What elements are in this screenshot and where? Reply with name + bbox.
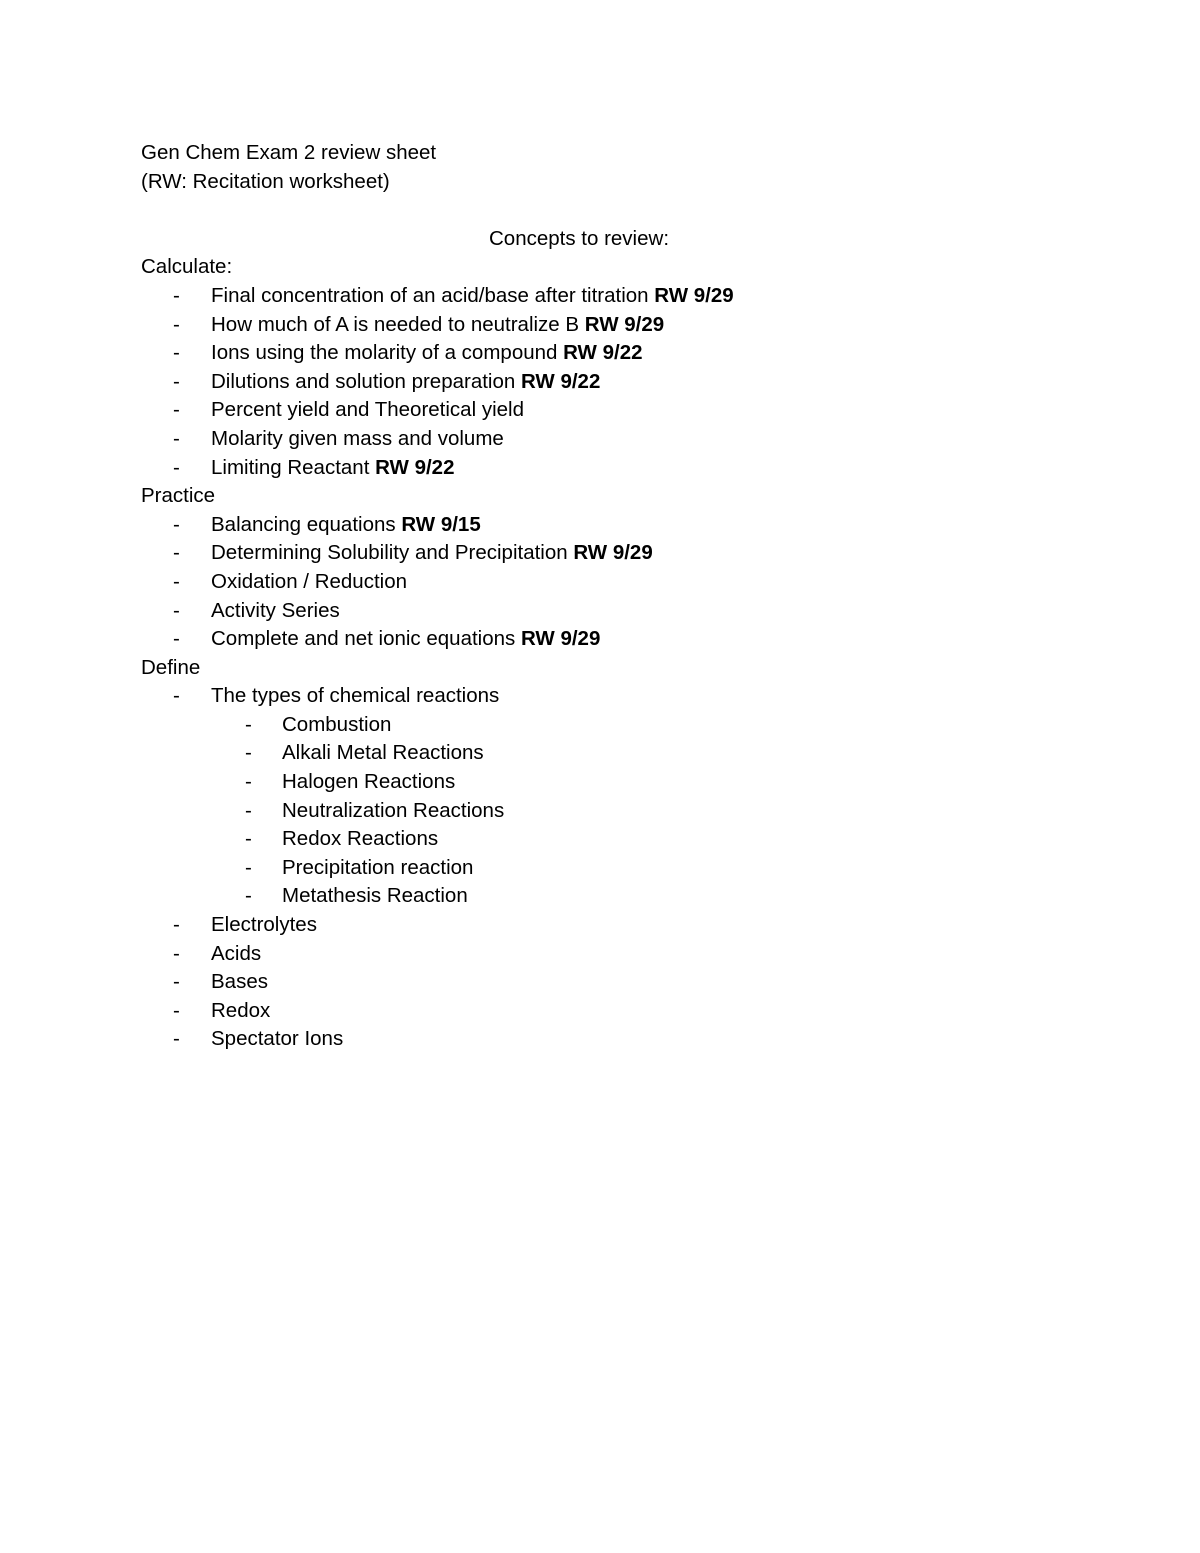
list-item-text: Ions using the molarity of a compound (211, 341, 564, 365)
list-item (141, 339, 1061, 368)
list-item (141, 625, 1061, 654)
bullet-dash: - (173, 312, 180, 336)
list-item-text-wrap (282, 739, 484, 768)
list-item-text-wrap (211, 454, 454, 483)
worksheet-reference: RW 9/22 (520, 369, 601, 393)
bullet-dash: - (173, 369, 180, 393)
list-item-text: Redox (211, 998, 271, 1022)
list-item-text-wrap (211, 396, 524, 425)
document-title: Gen Chem Exam 2 review sheet (141, 141, 437, 164)
list-item (141, 1025, 1061, 1054)
document-body (141, 139, 1061, 1054)
list-item (141, 454, 1061, 483)
list-item-text-wrap (211, 568, 407, 597)
list-item-text-wrap (211, 539, 653, 568)
list-item-text: Halogen Reactions (282, 770, 456, 794)
section-heading-practice: Practice (141, 484, 216, 508)
concepts-heading: Concepts to review: (488, 226, 670, 250)
list-item (141, 425, 1061, 454)
section-heading-calculate: Calculate: (141, 255, 233, 279)
bullet-dash: - (245, 827, 252, 851)
worksheet-reference: RW 9/29 (654, 283, 734, 307)
list-item (141, 396, 1061, 425)
bullet-dash: - (173, 998, 180, 1022)
bullet-dash: - (173, 398, 180, 422)
list-item-text: Neutralization Reactions (282, 798, 505, 822)
list-item-text-wrap (282, 825, 438, 854)
list-item-text: Determining Solubility and Precipitation (211, 541, 574, 565)
list-item-text: Precipitation reaction (282, 855, 474, 879)
bullet-dash: - (173, 941, 180, 965)
worksheet-reference: RW 9/29 (520, 627, 601, 651)
list-item-text: Redox Reactions (282, 827, 439, 851)
list-item (141, 511, 1061, 540)
bullet-dash: - (173, 598, 180, 622)
list-item-text: How much of A is needed to neutralize B (211, 312, 585, 336)
list-item-text-wrap (211, 368, 600, 397)
list-item-text-wrap (211, 339, 643, 368)
list-item-text-wrap (282, 711, 391, 740)
list-item-text-wrap (211, 968, 268, 997)
list-item-text: Limiting Reactant (211, 455, 376, 479)
bullet-dash: - (173, 341, 180, 365)
list-item (141, 597, 1061, 626)
list-item-text: Activity Series (211, 598, 340, 622)
list-item-text-wrap (211, 911, 317, 940)
list-item-text: Spectator Ions (211, 1027, 344, 1051)
list-item-text: Balancing equations (211, 512, 402, 536)
list-item (141, 711, 1061, 740)
list-item-text: Final concentration of an acid/base after titration (211, 283, 655, 307)
list-item (141, 568, 1061, 597)
list-item (141, 911, 1061, 940)
list-item (141, 997, 1061, 1026)
list-item (141, 854, 1061, 883)
list-item-text: Combustion (282, 712, 392, 736)
list-item (141, 940, 1061, 969)
worksheet-reference: RW 9/29 (573, 541, 653, 565)
list-item (141, 968, 1061, 997)
bullet-dash: - (245, 884, 252, 908)
bullet-dash: - (245, 741, 252, 765)
list-item-text: Molarity given mass and volume (211, 426, 504, 450)
worksheet-reference: RW 9/22 (563, 341, 643, 365)
list-item-text: Acids (211, 941, 262, 965)
list-item (141, 282, 1061, 311)
list-item-text-wrap (211, 1025, 343, 1054)
list-item (141, 739, 1061, 768)
calculate-list (141, 282, 1061, 482)
list-item (141, 797, 1061, 826)
worksheet-reference: RW 9/29 (584, 312, 665, 336)
list-item-text-wrap (211, 997, 270, 1026)
document-subtitle: (RW: Recitation worksheet) (141, 169, 390, 193)
list-item (141, 882, 1061, 911)
list-item-text: Bases (211, 970, 268, 994)
list-item-text: Oxidation / Reduction (211, 569, 408, 593)
worksheet-reference: RW 9/15 (401, 512, 481, 536)
blank-line (141, 196, 1061, 225)
list-item-text-wrap (211, 940, 261, 969)
list-item (141, 539, 1061, 568)
bullet-dash: - (173, 569, 180, 593)
bullet-dash: - (245, 855, 252, 879)
define-list (141, 911, 1061, 1054)
list-item-text-wrap (282, 797, 504, 826)
worksheet-reference: RW 9/22 (375, 455, 455, 479)
bullet-dash: - (173, 283, 180, 307)
bullet-dash: - (173, 1027, 180, 1051)
section-heading-define: Define (141, 655, 201, 679)
list-item (141, 825, 1061, 854)
practice-list (141, 511, 1061, 654)
list-item-text-wrap (211, 511, 481, 540)
bullet-dash: - (173, 970, 180, 994)
bullet-dash: - (173, 455, 180, 479)
list-item-text: The types of chemical reactions (211, 684, 500, 708)
bullet-dash: - (173, 512, 180, 536)
bullet-dash: - (245, 712, 252, 736)
list-item (141, 682, 1061, 711)
bullet-dash: - (173, 913, 180, 937)
bullet-dash: - (245, 798, 252, 822)
bullet-dash: - (173, 426, 180, 450)
list-item-text-wrap (282, 854, 473, 883)
bullet-dash: - (173, 684, 180, 708)
list-item-text-wrap (211, 425, 504, 454)
list-item-text: Metathesis Reaction (282, 884, 468, 908)
list-item-text-wrap (211, 311, 664, 340)
list-item-text-wrap (282, 882, 468, 911)
bullet-dash: - (245, 770, 252, 794)
list-item-text: Electrolytes (211, 913, 317, 937)
reaction-types-list (141, 711, 1061, 911)
list-item-text-wrap (282, 768, 455, 797)
list-item (141, 368, 1061, 397)
list-item-text-wrap (211, 282, 734, 311)
list-item (141, 311, 1061, 340)
bullet-dash: - (173, 627, 180, 651)
list-item-text: Percent yield and Theoretical yield (211, 398, 524, 422)
list-item-text-wrap (211, 625, 600, 654)
list-item-text: Dilutions and solution preparation (211, 369, 521, 393)
list-item-text: Complete and net ionic equations (211, 627, 521, 651)
list-item (141, 768, 1061, 797)
list-item-text: Alkali Metal Reactions (282, 741, 484, 765)
list-item-text-wrap (211, 597, 340, 626)
bullet-dash: - (173, 541, 180, 565)
